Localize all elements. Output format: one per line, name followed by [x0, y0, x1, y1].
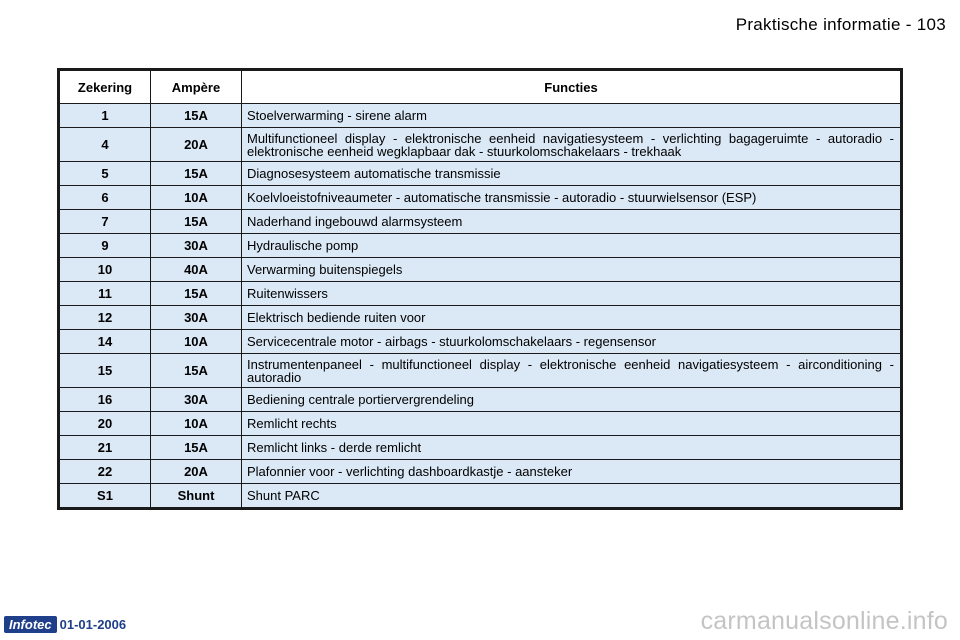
table-row [60, 162, 901, 186]
cell-function: Shunt PARC [242, 484, 901, 508]
cell-fuse: 5 [60, 162, 151, 186]
cell-fuse: 22 [60, 460, 151, 484]
footer-date: 01-01-2006 [59, 617, 127, 632]
column-header-fuse: Zekering [60, 71, 151, 104]
table-row [60, 258, 901, 282]
cell-amp: 30A [151, 306, 242, 330]
page-header-title: Praktische informatie - 103 [735, 15, 946, 34]
table-row [60, 460, 901, 484]
fuse-table [59, 70, 901, 508]
cell-amp: 20A [151, 460, 242, 484]
cell-amp: 20A [151, 128, 242, 162]
page-footer [4, 616, 126, 633]
cell-amp: 40A [151, 258, 242, 282]
table-row [60, 412, 901, 436]
cell-amp: 15A [151, 436, 242, 460]
cell-amp: 15A [151, 354, 242, 388]
cell-fuse: 1 [60, 104, 151, 128]
cell-function: Hydraulische pomp [242, 234, 901, 258]
cell-fuse: 10 [60, 258, 151, 282]
table-row [60, 234, 901, 258]
cell-fuse: 6 [60, 186, 151, 210]
cell-fuse: 15 [60, 354, 151, 388]
cell-fuse: 16 [60, 388, 151, 412]
fuse-table-container [57, 68, 903, 510]
cell-function: Plafonnier voor - verlichting dashboardkastje - aansteker [242, 460, 901, 484]
cell-amp: 10A [151, 186, 242, 210]
cell-fuse: 20 [60, 412, 151, 436]
cell-fuse: 21 [60, 436, 151, 460]
table-row [60, 186, 901, 210]
column-header-functions: Functies [242, 71, 901, 104]
cell-function: Multifunctioneel display - elektronische eenheid navigatiesysteem - verlichting bagageruimte - autoradio - elektronische eenheid wegklapbaar dak - stuurkolomschakelaars - trekhaak [242, 128, 901, 162]
table-row [60, 210, 901, 234]
cell-function: Ruitenwissers [242, 282, 901, 306]
table-row [60, 282, 901, 306]
cell-function: Servicecentrale motor - airbags - stuurkolomschakelaars - regensensor [242, 330, 901, 354]
cell-fuse: 9 [60, 234, 151, 258]
table-row [60, 436, 901, 460]
cell-amp: Shunt [151, 484, 242, 508]
cell-amp: 30A [151, 234, 242, 258]
table-row [60, 128, 901, 162]
table-row [60, 388, 901, 412]
cell-function: Koelvloeistofniveaumeter - automatische transmissie - autoradio - stuurwielsensor (ESP) [242, 186, 901, 210]
cell-function: Stoelverwarming - sirene alarm [242, 104, 901, 128]
cell-function: Naderhand ingebouwd alarmsysteem [242, 210, 901, 234]
cell-function: Bediening centrale portiervergrendeling [242, 388, 901, 412]
cell-fuse: 12 [60, 306, 151, 330]
table-row [60, 306, 901, 330]
cell-amp: 10A [151, 412, 242, 436]
cell-fuse: 4 [60, 128, 151, 162]
cell-function: Remlicht links - derde remlicht [242, 436, 901, 460]
cell-function: Diagnosesysteem automatische transmissie [242, 162, 901, 186]
table-row [60, 104, 901, 128]
cell-fuse: 14 [60, 330, 151, 354]
cell-function: Remlicht rechts [242, 412, 901, 436]
table-row [60, 354, 901, 388]
cell-amp: 30A [151, 388, 242, 412]
cell-amp: 15A [151, 104, 242, 128]
cell-function: Instrumentenpaneel - multifunctioneel display - elektronische eenheid navigatiesysteem - airconditioning - autoradio [242, 354, 901, 388]
cell-amp: 15A [151, 210, 242, 234]
table-row [60, 484, 901, 508]
cell-amp: 15A [151, 162, 242, 186]
cell-function: Elektrisch bediende ruiten voor [242, 306, 901, 330]
cell-fuse: 11 [60, 282, 151, 306]
infotec-logo: Infotec [4, 616, 57, 633]
column-header-amp: Ampère [151, 71, 242, 104]
cell-function: Verwarming buitenspiegels [242, 258, 901, 282]
cell-amp: 10A [151, 330, 242, 354]
table-header-row [60, 71, 901, 104]
table-row [60, 330, 901, 354]
cell-amp: 15A [151, 282, 242, 306]
cell-fuse: 7 [60, 210, 151, 234]
cell-fuse: S1 [60, 484, 151, 508]
watermark-text: carmanualsonline.info [700, 607, 948, 635]
